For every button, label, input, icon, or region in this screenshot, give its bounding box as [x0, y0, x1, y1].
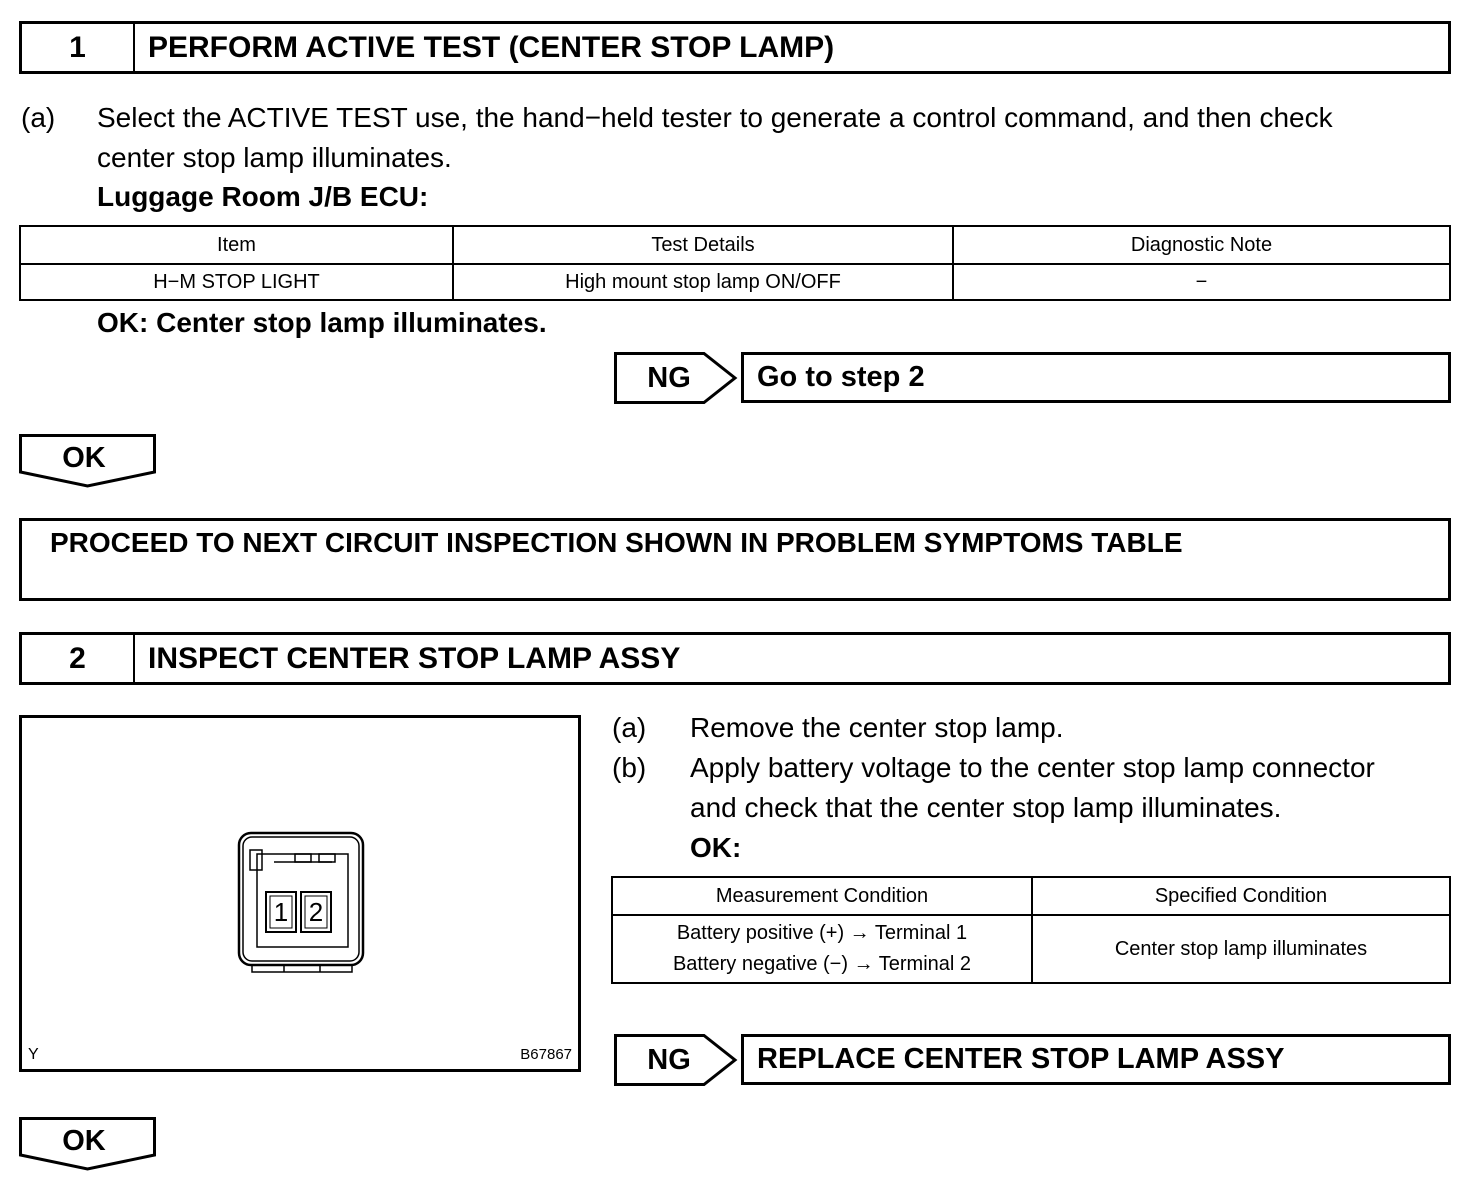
table-header-specified: Specified Condition	[1032, 877, 1450, 915]
step-1-ok-tag	[19, 434, 156, 488]
step-1-ng-tag	[614, 352, 738, 404]
step-2-number: 2	[22, 635, 135, 682]
terminal-1-label: 1	[273, 897, 289, 927]
step-2-instruction-b	[612, 748, 1462, 828]
figure-code: B67867	[520, 1046, 572, 1063]
table-cell-specified: Center stop lamp illuminates	[1032, 915, 1450, 983]
step-1-instruction	[21, 98, 1461, 178]
step-2-ng-label: NG	[647, 1043, 691, 1076]
proceed-box: PROCEED TO NEXT CIRCUIT INSPECTION SHOWN IN PROBLEM SYMPTOMS TABLE	[19, 518, 1451, 601]
step-2-ng-tag	[614, 1034, 738, 1086]
step-2-ok-heading: OK:	[690, 832, 742, 863]
instruction-line-2: center stop lamp illuminates.	[97, 142, 452, 173]
table-cell-measurement	[612, 915, 1032, 983]
connector-drawing	[22, 718, 578, 1069]
measurement-line-2: Battery negative (−) → Terminal 2	[672, 953, 972, 975]
table-cell-item: H−M STOP LIGHT	[20, 264, 453, 300]
connector-figure	[19, 715, 581, 1072]
active-test-table	[19, 225, 1451, 301]
step-1-ng-action: Go to step 2	[741, 352, 1451, 403]
table-header-test-details: Test Details	[453, 226, 953, 264]
step-1-number: 1	[22, 24, 135, 71]
step-2-title: INSPECT CENTER STOP LAMP ASSY	[148, 641, 681, 675]
table-cell-test-details: High mount stop lamp ON/OFF	[453, 264, 953, 300]
table-header-diagnostic-note: Diagnostic Note	[953, 226, 1450, 264]
instruction-line-1: Select the ACTIVE TEST use, the hand−held tester to generate a control command, and then check	[97, 102, 1333, 133]
table-cell-diagnostic-note: −	[953, 264, 1450, 300]
table-header-item: Item	[20, 226, 453, 264]
instruction-a-text: Remove the center stop lamp.	[690, 712, 1064, 743]
ecu-label: Luggage Room J/B ECU:	[97, 181, 429, 212]
step-2-ng-action: REPLACE CENTER STOP LAMP ASSY	[741, 1034, 1451, 1085]
step-2-ok-label: OK	[62, 1125, 106, 1157]
step-2-ok-tag	[19, 1117, 156, 1171]
step-2-instruction-a	[612, 708, 1462, 748]
step-2-header	[19, 632, 1451, 685]
terminal-2-label: 2	[308, 897, 324, 927]
instruction-b-line-1: Apply battery voltage to the center stop lamp connector	[690, 752, 1375, 783]
step-1-header	[19, 21, 1451, 74]
inspection-table	[611, 876, 1451, 984]
instruction-label-b: (b)	[612, 752, 647, 783]
instruction-label-a: (a)	[21, 102, 56, 133]
step-1-ok-label: OK	[62, 442, 106, 474]
step-1-title: PERFORM ACTIVE TEST (CENTER STOP LAMP)	[148, 30, 835, 64]
instruction-b-line-2: and check that the center stop lamp illuminates.	[690, 792, 1282, 823]
table-header-measurement: Measurement Condition	[612, 877, 1032, 915]
figure-corner-left: Y	[28, 1046, 39, 1063]
instruction-label-a-2: (a)	[612, 712, 647, 743]
step-1-ok-criteria: OK: Center stop lamp illuminates.	[97, 307, 547, 338]
step-1-ng-label: NG	[647, 361, 691, 394]
measurement-line-1: Battery positive (+) → Terminal 1	[676, 922, 968, 944]
